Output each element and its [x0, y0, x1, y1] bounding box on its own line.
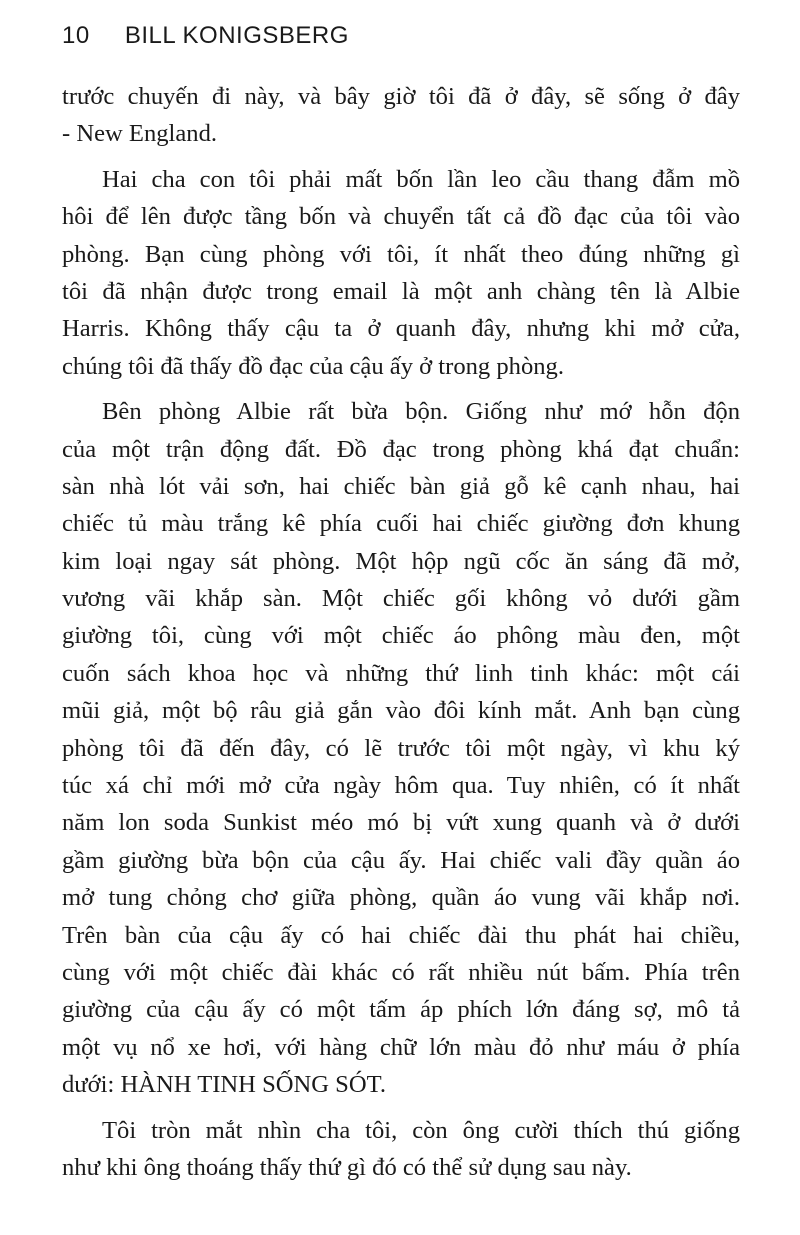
text-line: Harris. Không thấy cậu ta ở quanh đây, nhưng khi mở cửa, [62, 315, 740, 343]
text-line: vương vãi khắp sàn. Một chiếc gối không vỏ dưới gầm [62, 585, 740, 613]
text-line: tôi đã nhận được trong email là một anh chàng tên là Albie [62, 277, 740, 305]
text-line: giường của cậu ấy có một tấm áp phích lớn đáng sợ, mô tả [62, 996, 740, 1024]
text-line: cùng với một chiếc đài khác có rất nhiều nút bấm. Phía trên [62, 958, 740, 986]
text-line: cuốn sách khoa học và những thứ linh tinh khác: một cái [62, 659, 740, 687]
text-line: kim loại ngay sát phòng. Một hộp ngũ cốc ăn sáng đã mở, [62, 547, 740, 575]
text-line: phòng. Bạn cùng phòng với tôi, ít nhất theo đúng những gì [62, 240, 740, 268]
paragraph [62, 161, 740, 385]
text-line: phòng tôi đã đến đây, có lẽ trước tôi một ngày, vì khu ký [62, 734, 740, 762]
text-line: Tôi tròn mắt nhìn cha tôi, còn ông cười thích thú giống [102, 1116, 740, 1144]
text-line: dưới: HÀNH TINH SỐNG SÓT. [62, 1071, 386, 1099]
text-line: sàn nhà lót vải sơn, hai chiếc bàn giả gỗ kê cạnh nhau, hai [62, 472, 740, 500]
text-line: Hai cha con tôi phải mất bốn lần leo cầu thang đẫm mồ [102, 165, 740, 193]
text-line: mở tung chỏng chơ giữa phòng, quần áo vung vãi khắp nơi. [62, 884, 740, 912]
text-line: gầm giường bừa bộn của cậu ấy. Hai chiếc vali đầy quần áo [62, 846, 740, 874]
text-line: chiếc tủ màu trắng kê phía cuối hai chiếc giường đơn khung [62, 510, 740, 538]
running-header [62, 22, 349, 50]
author-name: BILL KONIGSBERG [124, 22, 349, 49]
text-line: Bên phòng Albie rất bừa bộn. Giống như mớ hỗn độn [102, 398, 740, 426]
text-line: như khi ông thoáng thấy thứ gì đó có thể sử dụng sau này. [62, 1153, 632, 1181]
body-text [62, 78, 740, 1194]
text-line: - New England. [62, 120, 218, 148]
text-line: mũi giả, một bộ râu giả gắn vào đôi kính mắt. Anh bạn cùng [62, 697, 740, 725]
text-line: giường tôi, cùng với một chiếc áo phông màu đen, một [62, 622, 740, 650]
page-number: 10 [62, 22, 90, 49]
paragraph [62, 1112, 740, 1187]
text-line: trước chuyến đi này, và bây giờ tôi đã ở đây, sẽ sống ở đây [62, 83, 740, 110]
text-line: Trên bàn của cậu ấy có hai chiếc đài thu phát hai chiều, [62, 921, 740, 949]
paragraph [62, 393, 740, 1103]
text-line: túc xá chỉ mới mở cửa ngày hôm qua. Tuy nhiên, có ít nhất [62, 772, 740, 800]
paragraph [62, 78, 740, 153]
text-line: một vụ nổ xe hơi, với hàng chữ lớn màu đỏ như máu ở phía [62, 1033, 740, 1061]
text-line: năm lon soda Sunkist méo mó bị vứt xung quanh và ở dưới [62, 809, 740, 837]
text-line: hôi để lên được tầng bốn và chuyển tất cả đồ đạc của tôi vào [62, 203, 740, 231]
text-line: chúng tôi đã thấy đồ đạc của cậu ấy ở trong phòng. [62, 352, 564, 380]
text-line: của một trận động đất. Đồ đạc trong phòng khá đạt chuẩn: [62, 435, 740, 463]
